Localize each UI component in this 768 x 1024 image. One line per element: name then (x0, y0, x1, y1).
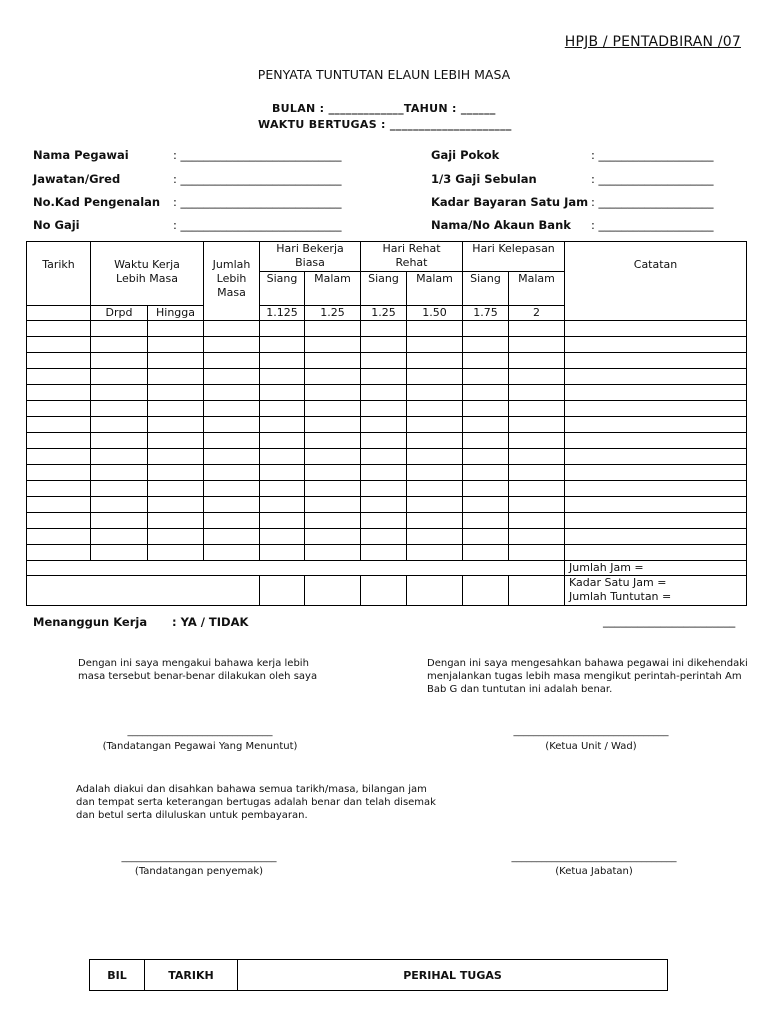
entry-cell[interactable] (260, 433, 305, 449)
entry-cell[interactable] (361, 497, 407, 513)
verification-statement: Adalah diakui dan disahkan bahawa semua tarikh/masa, bilangan jam dan tempat serta keterangan bertugas adalah benar dan telah disemak dan betul serta diluluskan untuk pembayaran. (76, 784, 436, 821)
entry-cell[interactable] (509, 321, 565, 337)
entry-cell[interactable] (91, 497, 148, 513)
entry-cell[interactable] (509, 449, 565, 465)
entry-cell[interactable] (463, 369, 509, 385)
rate-workday-night: 1.25 (305, 306, 361, 321)
table-row (27, 337, 747, 353)
entry-cell[interactable] (27, 369, 91, 385)
entry-cell[interactable] (463, 497, 509, 513)
hourly-rate-total: Kadar Satu Jam = (569, 576, 667, 589)
hourly-rate-label: Kadar Bayaran Satu Jam (431, 195, 589, 209)
entry-cell[interactable] (407, 497, 463, 513)
entry-cell[interactable] (27, 513, 91, 529)
department-head-signature-caption: (Ketua Jabatan) (555, 866, 633, 877)
ic-number-field[interactable]: : ____________________________ (173, 195, 342, 209)
entry-cell[interactable] (305, 497, 361, 513)
total-claim: Jumlah Tuntutan = (569, 590, 672, 603)
entry-cell[interactable] (91, 369, 148, 385)
entry-cell[interactable] (260, 385, 305, 401)
entry-cell[interactable] (361, 369, 407, 385)
table-row (27, 385, 747, 401)
col-header-from: Drpd (91, 306, 148, 321)
entry-cell[interactable] (463, 385, 509, 401)
entry-cell[interactable] (27, 337, 91, 353)
col-header-total-hours: Jumlah Lebih Masa (204, 242, 260, 321)
entry-cell[interactable] (407, 513, 463, 529)
entry-cell[interactable] (305, 369, 361, 385)
duty-description-header: PERIHAL TUGAS (238, 960, 668, 991)
entry-cell[interactable] (204, 321, 260, 337)
summary-cell (509, 576, 565, 606)
col-header-holiday-day: Siang (463, 272, 509, 306)
entry-cell[interactable] (204, 401, 260, 417)
col-header-work-time: Waktu Kerja Lebih Masa (91, 242, 204, 306)
bearing-work-line: _______________________ (603, 614, 736, 628)
checker-signature-caption: (Tandatangan penyemak) (134, 866, 264, 877)
table-row (27, 497, 747, 513)
entry-cell[interactable] (565, 369, 747, 385)
bil-header: BIL (90, 960, 145, 991)
entry-cell[interactable] (463, 449, 509, 465)
department-head-signature-line: _________________________________ (511, 852, 677, 863)
entry-cell[interactable] (260, 481, 305, 497)
rate-restday-night: 1.50 (407, 306, 463, 321)
entry-cell[interactable] (463, 545, 509, 561)
entry-cell[interactable] (148, 321, 204, 337)
employee-declaration: Dengan ini saya mengakui bahawa kerja lebih masa tersebut benar-benar dilakukan oleh saya (78, 658, 318, 682)
table-row (27, 369, 747, 385)
entry-cell[interactable] (148, 513, 204, 529)
entry-cell[interactable] (260, 465, 305, 481)
entry-cell[interactable] (565, 417, 747, 433)
entry-cell[interactable] (27, 401, 91, 417)
table-row (27, 545, 747, 561)
entry-cell[interactable] (509, 497, 565, 513)
entry-cell[interactable] (260, 545, 305, 561)
entry-cell[interactable] (463, 513, 509, 529)
summary-cell (463, 576, 509, 606)
salary-number-label: No Gaji (33, 218, 80, 232)
entry-cell[interactable] (204, 545, 260, 561)
summary-left-cell (27, 576, 260, 606)
entry-cell[interactable] (148, 433, 204, 449)
entry-cell[interactable] (91, 337, 148, 353)
entry-cell[interactable] (565, 337, 747, 353)
col-header-workday-day: Siang (260, 272, 305, 306)
entry-cell[interactable] (91, 513, 148, 529)
entry-cell[interactable] (407, 545, 463, 561)
col-header-remarks: Catatan (565, 242, 747, 321)
entry-cell[interactable] (463, 417, 509, 433)
entry-cell[interactable] (260, 449, 305, 465)
bearing-work-value[interactable]: : YA / TIDAK (172, 615, 249, 629)
entry-cell[interactable] (27, 497, 91, 513)
entry-cell[interactable] (463, 321, 509, 337)
col-header-restday-night: Malam (407, 272, 463, 306)
entry-cell[interactable] (407, 369, 463, 385)
entry-cell[interactable] (260, 513, 305, 529)
entry-cell[interactable] (361, 433, 407, 449)
bank-account-label: Nama/No Akaun Bank (431, 218, 571, 232)
col-header-workday: Hari Bekerja Biasa (260, 242, 361, 272)
col-header-workday-night: Malam (305, 272, 361, 306)
entry-cell[interactable] (407, 353, 463, 369)
entry-cell[interactable] (305, 433, 361, 449)
entry-cell[interactable] (361, 337, 407, 353)
entry-cell[interactable] (565, 353, 747, 369)
entry-cell[interactable] (361, 417, 407, 433)
table-row (27, 353, 747, 369)
entry-cell[interactable] (204, 449, 260, 465)
duty-description-table (89, 959, 668, 991)
entry-cell[interactable] (463, 529, 509, 545)
entry-cell[interactable] (91, 401, 148, 417)
entry-cell[interactable] (305, 529, 361, 545)
basic-salary-label: Gaji Pokok (431, 148, 500, 162)
entry-cell[interactable] (361, 481, 407, 497)
entry-cell[interactable] (204, 353, 260, 369)
entry-cell[interactable] (91, 385, 148, 401)
entry-cell[interactable] (260, 417, 305, 433)
entry-cell[interactable] (361, 449, 407, 465)
col-header-holiday-night: Malam (509, 272, 565, 306)
entry-cell[interactable] (509, 401, 565, 417)
entry-cell[interactable] (407, 385, 463, 401)
entry-cell[interactable] (509, 353, 565, 369)
entry-cell[interactable] (260, 369, 305, 385)
entry-cell[interactable] (565, 481, 747, 497)
entry-cell[interactable] (27, 321, 91, 337)
entry-cell[interactable] (361, 465, 407, 481)
employee-name-label: Nama Pegawai (33, 148, 129, 162)
entry-cell[interactable] (148, 449, 204, 465)
unit-head-signature-line: _______________________________ (513, 726, 669, 737)
entry-cell[interactable] (91, 433, 148, 449)
form-reference: HPJB / PENTADBIRAN /07 (564, 34, 741, 50)
entry-cell[interactable] (204, 369, 260, 385)
entry-cell[interactable] (407, 433, 463, 449)
supervisor-declaration: Dengan ini saya mengesahkan bahawa pegawai ini dikehendaki menjalankan tugas lebih masa mengikut perintah-perintah Am Bab G dan tuntutan ini adalah benar. (427, 658, 748, 695)
entry-cell[interactable] (27, 449, 91, 465)
entry-cell[interactable] (204, 513, 260, 529)
col-header-date: Tarikh (27, 242, 91, 306)
hourly-rate-field[interactable]: : ____________________ (591, 195, 714, 209)
entry-cell[interactable] (509, 337, 565, 353)
entry-cell[interactable] (91, 481, 148, 497)
entry-cell[interactable] (148, 481, 204, 497)
entry-cell[interactable] (361, 401, 407, 417)
ic-number-label: No.Kad Pengenalan (33, 195, 161, 209)
total-hours-cell: Jumlah Jam = (565, 561, 747, 576)
employee-signature-caption: (Tandatangan Pegawai Yang Menuntut) (102, 741, 298, 752)
entry-cell[interactable] (204, 337, 260, 353)
entry-cell[interactable] (148, 385, 204, 401)
entry-cell[interactable] (148, 401, 204, 417)
table-row (27, 417, 747, 433)
entry-cell[interactable] (509, 385, 565, 401)
entry-cell[interactable] (509, 545, 565, 561)
entry-cell[interactable] (463, 465, 509, 481)
table-row (27, 465, 747, 481)
entry-cell[interactable] (565, 321, 747, 337)
entry-cell[interactable] (407, 449, 463, 465)
table-row (27, 433, 747, 449)
unit-head-signature-caption: (Ketua Unit / Wad) (545, 741, 637, 752)
entry-cell[interactable] (27, 433, 91, 449)
date-subcell (27, 306, 91, 321)
entry-cell[interactable] (509, 529, 565, 545)
total-hours-spacer (27, 561, 565, 576)
entry-cell[interactable] (565, 433, 747, 449)
entry-cell[interactable] (305, 545, 361, 561)
entry-cell[interactable] (509, 481, 565, 497)
entry-cell[interactable] (148, 353, 204, 369)
entry-cell[interactable] (407, 465, 463, 481)
entry-cell[interactable] (204, 417, 260, 433)
entry-cell[interactable] (260, 497, 305, 513)
entry-cell[interactable] (260, 353, 305, 369)
entry-cell[interactable] (565, 529, 747, 545)
entry-cell[interactable] (91, 529, 148, 545)
position-grade-field[interactable]: : ____________________________ (173, 172, 342, 186)
table-row (27, 401, 747, 417)
entry-cell[interactable] (204, 529, 260, 545)
entry-cell[interactable] (305, 353, 361, 369)
entry-cell[interactable] (509, 369, 565, 385)
entry-cell[interactable] (204, 481, 260, 497)
entry-cell[interactable] (407, 417, 463, 433)
entry-cell[interactable] (361, 529, 407, 545)
entry-cell[interactable] (509, 465, 565, 481)
entry-cell[interactable] (260, 529, 305, 545)
entry-cell[interactable] (148, 497, 204, 513)
entry-cell[interactable] (407, 321, 463, 337)
col-header-restday: Hari Rehat Rehat (361, 242, 463, 272)
entry-cell[interactable] (91, 321, 148, 337)
entry-cell[interactable] (204, 385, 260, 401)
entry-cell[interactable] (204, 497, 260, 513)
form-title: PENYATA TUNTUTAN ELAUN LEBIH MASA (257, 67, 511, 82)
entry-cell[interactable] (361, 513, 407, 529)
table-row (27, 321, 747, 337)
entry-cell[interactable] (148, 417, 204, 433)
position-grade-label: Jawatan/Gred (33, 172, 121, 186)
entry-cell[interactable] (509, 433, 565, 449)
duty-time-line: WAKTU BERTUGAS : _____________________ (258, 118, 512, 131)
rate-holiday-night: 2 (509, 306, 565, 321)
col-header-holiday: Hari Kelepasan (463, 242, 565, 272)
entry-cell[interactable] (361, 321, 407, 337)
table-row (27, 513, 747, 529)
summary-cell (260, 576, 305, 606)
entry-cell[interactable] (260, 401, 305, 417)
entry-cell[interactable] (407, 401, 463, 417)
entry-cell[interactable] (407, 529, 463, 545)
col-header-to: Hingga (148, 306, 204, 321)
salary-number-field[interactable]: : ____________________________ (173, 218, 342, 232)
entry-cell[interactable] (27, 481, 91, 497)
month-year-line: BULAN : _____________TAHUN : ______ (272, 102, 496, 115)
employee-signature-line: _____________________________ (127, 726, 273, 737)
entry-cell[interactable] (91, 449, 148, 465)
entry-cell[interactable] (565, 545, 747, 561)
entry-cell[interactable] (361, 545, 407, 561)
entry-cell[interactable] (305, 401, 361, 417)
entry-cell[interactable] (565, 497, 747, 513)
date-header: TARIKH (145, 960, 238, 991)
entry-cell[interactable] (361, 353, 407, 369)
entry-cell[interactable] (148, 529, 204, 545)
entry-cell[interactable] (407, 481, 463, 497)
entry-cell[interactable] (91, 417, 148, 433)
entry-cell[interactable] (565, 513, 747, 529)
entry-cell[interactable] (260, 321, 305, 337)
third-salary-label: 1/3 Gaji Sebulan (431, 172, 537, 186)
entry-cell[interactable] (305, 385, 361, 401)
entry-cell[interactable] (305, 465, 361, 481)
entry-cell[interactable] (407, 337, 463, 353)
entry-cell[interactable] (565, 401, 747, 417)
employee-name-field[interactable]: : ____________________________ (173, 148, 342, 162)
entry-cell[interactable] (463, 337, 509, 353)
entry-cell[interactable] (565, 449, 747, 465)
checker-signature-line: _______________________________ (121, 852, 277, 863)
third-salary-field[interactable]: : ____________________ (591, 172, 714, 186)
entry-cell[interactable] (509, 513, 565, 529)
entry-cell[interactable] (305, 513, 361, 529)
entry-cell[interactable] (91, 353, 148, 369)
entry-cell[interactable] (27, 417, 91, 433)
entry-cell[interactable] (148, 369, 204, 385)
entry-cell[interactable] (463, 401, 509, 417)
entry-cell[interactable] (204, 465, 260, 481)
entry-cell[interactable] (260, 337, 305, 353)
entry-cell[interactable] (305, 321, 361, 337)
summary-cell (407, 576, 463, 606)
entry-cell[interactable] (463, 433, 509, 449)
table-row (27, 481, 747, 497)
basic-salary-field[interactable]: : ____________________ (591, 148, 714, 162)
table-row (27, 529, 747, 545)
entry-cell[interactable] (305, 337, 361, 353)
entry-cell[interactable] (305, 481, 361, 497)
rate-and-claim-cell (565, 576, 747, 606)
entry-cell[interactable] (204, 433, 260, 449)
overtime-table (26, 241, 747, 606)
bank-account-field[interactable]: : ____________________ (591, 218, 714, 232)
summary-cell (361, 576, 407, 606)
entry-cell[interactable] (463, 481, 509, 497)
rate-holiday-day: 1.75 (463, 306, 509, 321)
entry-cell[interactable] (91, 545, 148, 561)
entry-cell[interactable] (509, 417, 565, 433)
entry-cell[interactable] (463, 353, 509, 369)
entry-cell[interactable] (565, 465, 747, 481)
col-header-restday-day: Siang (361, 272, 407, 306)
entry-cell[interactable] (27, 529, 91, 545)
entry-cell[interactable] (148, 465, 204, 481)
entry-cell[interactable] (27, 385, 91, 401)
bearing-work-label: Menanggun Kerja (33, 615, 148, 629)
entry-cell[interactable] (148, 545, 204, 561)
entry-cell[interactable] (305, 417, 361, 433)
entry-cell[interactable] (27, 545, 91, 561)
entry-cell[interactable] (305, 449, 361, 465)
entry-cell[interactable] (565, 385, 747, 401)
summary-cell (305, 576, 361, 606)
rate-restday-day: 1.25 (361, 306, 407, 321)
entry-cell[interactable] (148, 337, 204, 353)
rate-workday-day: 1.125 (260, 306, 305, 321)
entry-cell[interactable] (27, 465, 91, 481)
entry-cell[interactable] (361, 385, 407, 401)
entry-cell[interactable] (91, 465, 148, 481)
entry-cell[interactable] (27, 353, 91, 369)
table-row (27, 449, 747, 465)
